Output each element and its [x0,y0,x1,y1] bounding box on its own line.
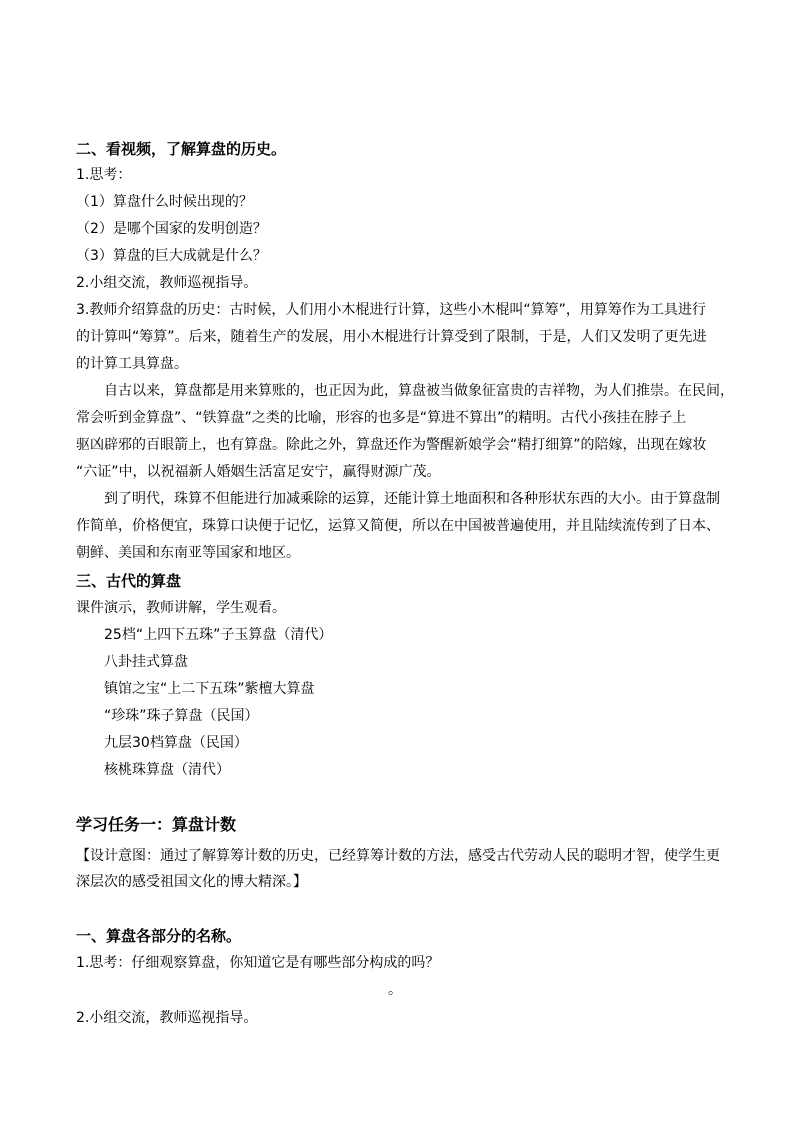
design-intent-line: 深层次的感受祖国文化的博大精深。】 [76,874,307,890]
section-heading: 一、算盘各部分的名称。 [76,927,242,945]
list-item: 八卦挂式算盘 [104,654,188,670]
step-text: 2.小组交流，教师巡视指导。 [76,1010,258,1026]
list-item: 镇馆之宝“上二下五珠”紫檀大算盘 [104,681,315,697]
paragraph-line: 朝鲜、美国和东南亚等国家和地区。 [76,545,300,561]
question-item: （3）算盘的巨大成就是什么？ [76,248,267,264]
paragraph-line: “六证”中，以祝福新人婚姻生活富足安宁，赢得财源广茂。 [76,464,441,480]
paragraph-line: 自古以来，算盘都是用来算账的，也正因为此，算盘被当做象征富贵的吉祥物，为人们推崇。在民间， [104,383,734,399]
design-intent-line: 【设计意图：通过了解算筹计数的历史，已经算筹计数的方法，感受古代劳动人民的聪明才智，使学生更 [76,848,720,864]
paragraph-line: 的计算工具算盘。 [76,356,188,372]
step-text: 2.小组交流，教师巡视指导。 [76,275,258,291]
think-label: 1.思考： [76,167,132,183]
paragraph-line: 常会听到金算盘”、“铁算盘”之类的比喻，形容的也多是“算进不算出”的精明。古代小孩挂在脖子上 [76,410,687,426]
section-heading: 三、古代的算盘 [76,572,182,590]
list-item: 25档“上四下五珠”子玉算盘（清代） [104,627,333,643]
paragraph-line: 作简单，价格便宜，珠算口诀便于记忆，运算又简便，所以在中国被普遍使用，并且陆续流传到了日本、 [76,518,720,534]
paragraph-line: 的计算叫“筹算”。后来，随着生产的发展，用小木棍进行计算受到了限制，于是，人们又发明了更先进 [76,329,707,345]
intro-text: 课件演示，教师讲解，学生观看。 [76,600,286,616]
list-item: 核桃珠算盘（清代） [104,762,230,778]
question-item: （2）是哪个国家的发明创造？ [76,221,267,237]
think-text: 1.思考：仔细观察算盘，你知道它是有哪些部分构成的吗？ [76,955,440,971]
period-mark: 。 [388,982,402,998]
paragraph-line: 驱凶辟邪的百眼箭上，也有算盘。除此之外，算盘还作为警醒新娘学会“精打细算”的陪嫁，出现在嫁妆 [76,437,707,453]
task-heading: 学习任务一：算盘计数 [76,815,237,834]
list-item: “珍珠”珠子算盘（民国） [104,708,259,724]
paragraph-line: 3.教师介绍算盘的历史：古时候，人们用小木棍进行计算，这些小木棍叫“算筹”，用算筹作为工具进行 [76,302,706,318]
question-item: （1）算盘什么时候出现的？ [76,194,253,210]
list-item: 九层30档算盘（民国） [104,735,248,751]
paragraph-line: 到了明代，珠算不但能进行加减乘除的运算，还能计算土地面积和各种形状东西的大小。由于算盘制 [104,491,720,507]
section-heading: 二、看视频，了解算盘的历史。 [76,140,287,158]
